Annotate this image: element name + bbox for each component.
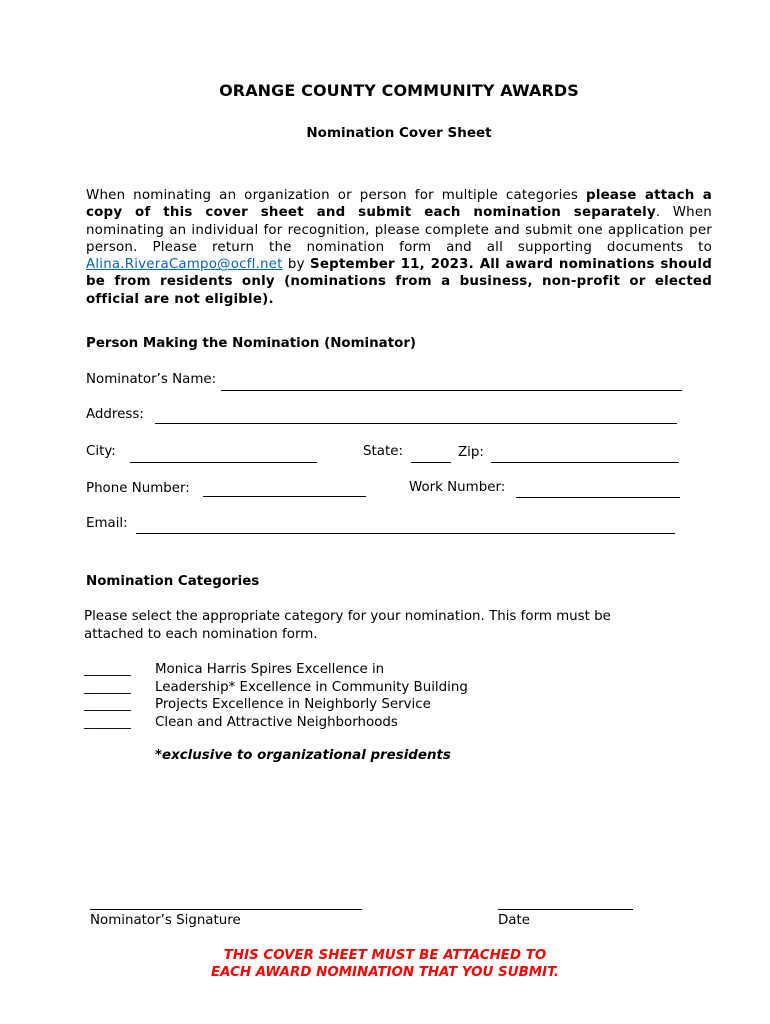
category-blank[interactable]: _______ bbox=[84, 714, 131, 730]
city-field[interactable] bbox=[130, 462, 317, 463]
address-field[interactable] bbox=[155, 423, 677, 424]
page-title: ORANGE COUNTY COMMUNITY AWARDS bbox=[219, 81, 579, 100]
zip-label: Zip: bbox=[458, 445, 484, 460]
email-link[interactable]: Alina.RiveraCampo@ocfl.net bbox=[86, 257, 283, 273]
intro-text-2: . When nominating an individual for recognition, please complete and submit one application per person. Please return the nomination form and all supporting documents to bbox=[86, 205, 712, 255]
intro-bold-1: please attach a copy of this cover sheet and submit each nomination separately bbox=[86, 188, 712, 221]
intro-text-3: by bbox=[282, 257, 311, 273]
state-label: State: bbox=[363, 444, 403, 459]
category-item[interactable] bbox=[84, 679, 468, 697]
category-item[interactable] bbox=[84, 696, 468, 714]
category-blank[interactable]: _______ bbox=[84, 679, 131, 695]
signature-label: Nominator’s Signature bbox=[90, 913, 241, 928]
work-number-field[interactable] bbox=[516, 497, 680, 498]
date-label: Date bbox=[498, 913, 531, 928]
city-label: City: bbox=[86, 444, 116, 459]
nominator-name-label: Nominator’s Name: bbox=[86, 372, 217, 387]
nominator-heading: Person Making the Nomination (Nominator) bbox=[86, 336, 417, 351]
category-blank[interactable]: _______ bbox=[84, 662, 131, 677]
intro-text-1: When nominating an organization or person for multiple categories bbox=[86, 188, 587, 203]
address-label: Address: bbox=[86, 407, 144, 422]
date-field[interactable] bbox=[498, 909, 633, 910]
category-label: Monica Harris Spires Excellence in bbox=[155, 662, 385, 677]
phone-field[interactable] bbox=[203, 496, 366, 497]
attach-warning-line-2: EACH AWARD NOMINATION THAT YOU SUBMIT. bbox=[210, 965, 560, 980]
category-item[interactable] bbox=[84, 714, 468, 732]
category-label: Projects Excellence in Neighborly Service bbox=[155, 697, 431, 712]
category-label: Clean and Attractive Neighborhoods bbox=[155, 714, 398, 730]
email-field[interactable] bbox=[136, 533, 675, 534]
email-label: Email: bbox=[86, 516, 128, 531]
nominator-name-field[interactable] bbox=[221, 390, 682, 391]
category-item[interactable] bbox=[84, 661, 468, 679]
state-field[interactable] bbox=[411, 462, 451, 463]
category-label: Leadership* Excellence in Community Building bbox=[155, 679, 468, 695]
intro-bold-2: September 11, 2023. All award nominations should be from residents only (nominations from a business, non-profit or elected official are not eligible). bbox=[86, 257, 712, 307]
zip-field[interactable] bbox=[491, 462, 679, 463]
category-list bbox=[84, 661, 468, 731]
attach-warning-line-1: THIS COVER SHEET MUST BE ATTACHED TO bbox=[223, 948, 547, 963]
categories-instructions: Please select the appropriate category for your nomination. This form must be attached to each nomination form. bbox=[84, 609, 611, 642]
phone-label: Phone Number: bbox=[86, 481, 190, 496]
category-blank[interactable]: _______ bbox=[84, 697, 131, 712]
page-subtitle: Nomination Cover Sheet bbox=[306, 125, 492, 141]
exclusive-note: *exclusive to organizational presidents bbox=[155, 748, 451, 763]
signature-field[interactable] bbox=[90, 909, 362, 910]
work-number-label: Work Number: bbox=[409, 480, 506, 495]
categories-heading: Nomination Categories bbox=[86, 574, 260, 589]
instructions-paragraph bbox=[86, 187, 712, 308]
